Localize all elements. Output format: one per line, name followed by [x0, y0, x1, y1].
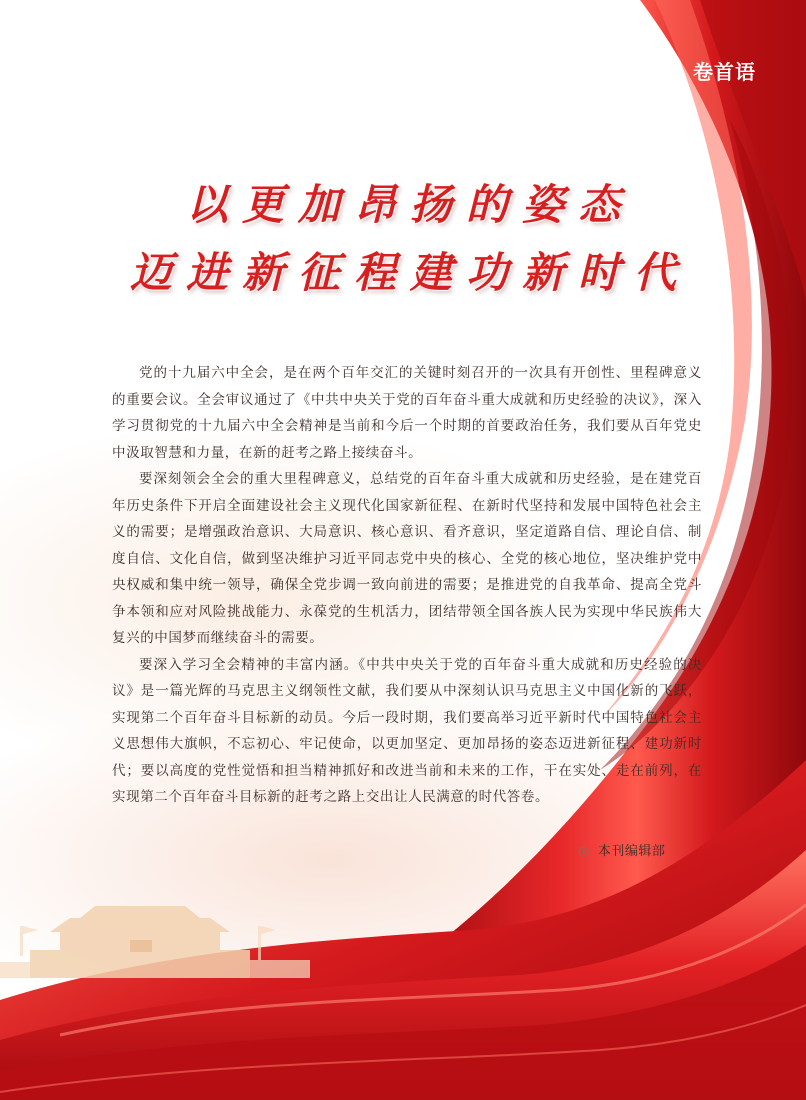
title-line-2: 迈进新征程建功新时代 — [129, 248, 690, 297]
tiananmen-skyline-icon — [0, 880, 320, 990]
paragraph: 要深刻领会全会的重大里程碑意义，总结党的百年奋斗重大成就和历史经验，是在建党百年历史条件下开启全面建设社会主义现代化国家新征程、在新时代坚持和发展中国特色社会主义的需要；是增强政治意识、大局意识、核心意识、看齐意识，坚定道路自信、理论自信、制度自信、文化自信，做到坚决维护习近平同志党中央的核心、全党的核心地位，坚决维护党中央权威和集中统一领导，确保全党步调一致向前进的需要；是推进党的自我革命、提高全党斗争本领和应对风险挑战能力、永葆党的生机活力，团结带领全国各族人民为实现中华民族伟大复兴的中国梦而继续奋斗的需要。 — [112, 471, 702, 646]
section-label: 卷首语 — [693, 60, 756, 84]
article-body — [112, 360, 702, 811]
byline-mark-icon: ◎ — [578, 844, 590, 859]
paragraph: 党的十九届六中全会，是在两个百年交汇的关键时刻召开的一次具有开创性、里程碑意义的重要会议。全会审议通过了《中共中央关于党的百年奋斗重大成就和历史经验的决议》，深入学习贯彻党的十九届六中全会精神是当前和今后一个时期的首要政治任务，我们要从百年党史中汲取智慧和力量，在新的赶考之路上接续奋斗。 — [112, 365, 702, 461]
title-line-1: 以更加昂扬的姿态 — [185, 180, 634, 229]
paragraph: 要深入学习全会精神的丰富内涵。《中共中央关于党的百年奋斗重大成就和历史经验的决议》是一篇光辉的马克思主义纲领性文献，我们要从中深刻认识马克思主义中国化新的飞跃，实现第二个百年奋斗目标新的动员。今后一段时期，我们要高举习近平新时代中国特色社会主义思想伟大旗帜，不忘初心、牢记使命，以更加坚定、更加昂扬的姿态迈进新征程、建功新时代；要以高度的党性觉悟和担当精神抓好和改进当前和未来的工作，干在实处、走在前列，在实现第二个百年奋斗目标新的赶考之路上交出让人民满意的时代答卷。 — [112, 656, 702, 805]
byline — [578, 840, 665, 859]
byline-text: 本刊编辑部 — [597, 844, 666, 859]
